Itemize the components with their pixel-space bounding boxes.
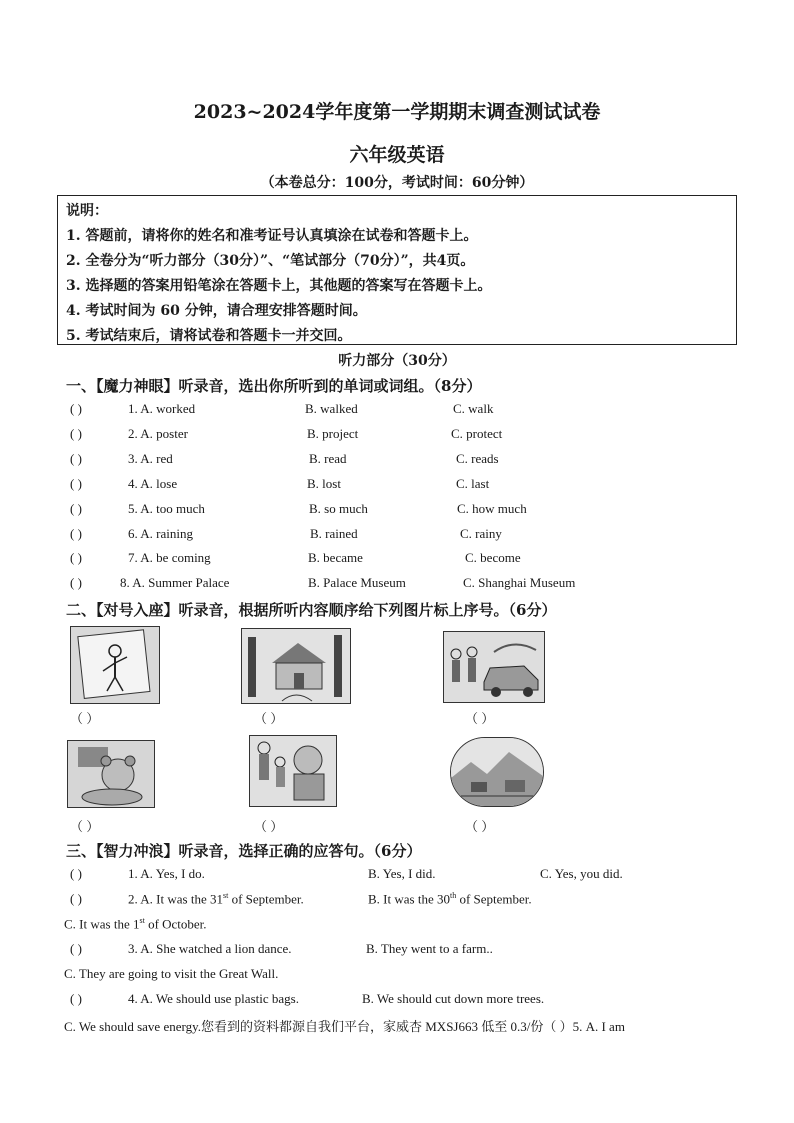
s1-question-row [0,426,794,448]
instruction-item: 1. 答题前，请将你的姓名和准考证号认真填涂在试卷和答题卡上。 [66,228,478,244]
exam-subject: 六年级英语 [349,144,445,166]
answer-blank[interactable]: ( ) [70,401,82,416]
option-b: B. Yes, I did. [368,866,436,881]
family-group-image [250,736,336,806]
instruction-item: 4. 考试时间为 60 分钟，请合理安排答题时间。 [66,303,367,319]
picture-5 [249,735,337,807]
option-a: 5. A. too much [128,500,205,516]
option-a: 4. A. We should use plastic bags. [128,991,299,1006]
s1-question-row [0,451,794,473]
option-b: B. became [308,550,363,566]
answer-blank[interactable]: ( ) [70,575,82,591]
answer-blank[interactable]: （ ） [70,819,100,834]
exam-info: （本卷总分：100分，考试时间：60分钟） [260,175,534,191]
answer-blank[interactable]: ( ) [70,991,82,1006]
s1-question-row [0,501,794,523]
option-c: C. rainy [460,525,502,541]
option-b: B. lost [307,475,341,491]
option-c: C. reads [456,450,499,466]
option-b-sup: th [449,891,457,900]
option-c-tail: of October. [144,916,207,932]
instruction-item: 5. 考试结束后，请将试卷和答题卡一并交回。 [66,328,352,344]
instruction-item: 2. 全卷分为“听力部分（30分）”、“笔试部分（70分）”，共4页。 [66,253,475,269]
option-b: B. They went to a farm.. [366,941,493,956]
option-b: B. Palace Museum [308,575,406,591]
answer-blank[interactable]: ( ) [70,475,82,491]
exam-title: 2023~2024学年度第一学期期末调查测试试卷 [193,101,601,123]
picture-1 [70,626,160,704]
option-b: B. read [309,450,347,466]
option-c: C. They are going to visit the Great Wall. [64,966,279,981]
option-c: C. last [456,475,490,491]
kids-car-image [444,632,544,702]
option-c-sup: st [139,916,145,925]
option-a: 6. A. raining [128,525,193,541]
landscape-circle-image [451,738,543,806]
answer-blank[interactable]: （ ） [254,819,284,834]
option-b: B. We should cut down more trees. [362,991,545,1006]
answer-blank[interactable]: ( ) [70,450,82,466]
s1-question-row [0,526,794,548]
s1-question-row [0,575,794,597]
option-b: B. so much [309,500,368,516]
section1-title: 一、【魔力神眼】听录音，选出你所听到的单词或词组。（8分） [66,377,482,395]
option-b: B. project [307,425,359,441]
option-c: C. protect [451,425,503,441]
house-trees-image [242,629,350,703]
option-a-tail: of September. [228,891,304,907]
answer-blank[interactable]: ( ) [70,941,82,956]
option-b [368,891,532,907]
option-a: 4. A. lose [128,475,178,491]
answer-blank[interactable]: ( ) [70,525,82,541]
listening-title: 听力部分（30分） [338,353,456,369]
option-c: C. We should save energy.您看到的资料都源自我们平台，家威杏 MXSJ663 低至 0.3/份（ ）5. A. I am [64,1019,625,1034]
option-c: C. Shanghai Museum [463,575,576,591]
answer-blank[interactable]: ( ) [70,891,82,906]
picture-3 [443,631,545,703]
picture-2 [241,628,351,704]
option-a-sup: st [222,891,229,900]
option-c [64,916,207,932]
option-b: B. rained [310,525,358,541]
option-c: C. become [465,550,521,566]
s1-question-row [0,476,794,498]
answer-blank[interactable]: （ ） [70,711,100,726]
option-b-text: B. It was the 30 [368,891,450,907]
option-a-text: 2. A. It was the 31 [128,891,223,907]
instruction-item: 3. 选择题的答案用铅笔涂在答题卡上，其他题的答案写在答题卡上。 [66,278,492,294]
option-a: 1. A. Yes, I do. [128,866,205,881]
option-c-text: C. It was the 1 [64,916,140,932]
s1-question-row [0,550,794,572]
picture-4 [67,740,155,808]
boy-broken-leg-image [71,627,159,703]
section2-title: 二、【对号入座】听录音，根据所听内容顺序给下列图片标上序号。（6分） [66,601,557,619]
answer-blank[interactable]: （ ） [465,711,495,726]
answer-blank[interactable]: ( ) [70,425,82,441]
teddy-bear-image [68,741,154,807]
option-a: 7. A. be coming [128,550,211,566]
section3-title: 三、【智力冲浪】听录音，选择正确的应答句。（6分） [66,842,422,860]
option-a: 3. A. She watched a lion dance. [128,941,292,956]
option-a: 8. A. Summer Palace [120,575,230,591]
option-b: B. walked [305,401,358,416]
option-a: 2. A. poster [128,425,188,441]
answer-blank[interactable]: （ ） [465,819,495,834]
answer-blank[interactable]: （ ） [254,711,284,726]
instructions-heading: 说明： [66,203,108,219]
picture-6 [450,737,544,807]
option-c: C. Yes, you did. [540,866,623,881]
option-a [128,891,304,907]
answer-blank[interactable]: ( ) [70,550,82,566]
option-c: C. walk [453,401,494,416]
s1-question-row [0,401,794,423]
option-a: 1. A. worked [128,401,196,416]
answer-blank[interactable]: ( ) [70,500,82,516]
option-c: C. how much [457,500,527,516]
instructions-box [57,195,737,345]
option-a: 3. A. red [128,450,173,466]
answer-blank[interactable]: ( ) [70,866,82,881]
option-b-tail: of September. [456,891,532,907]
